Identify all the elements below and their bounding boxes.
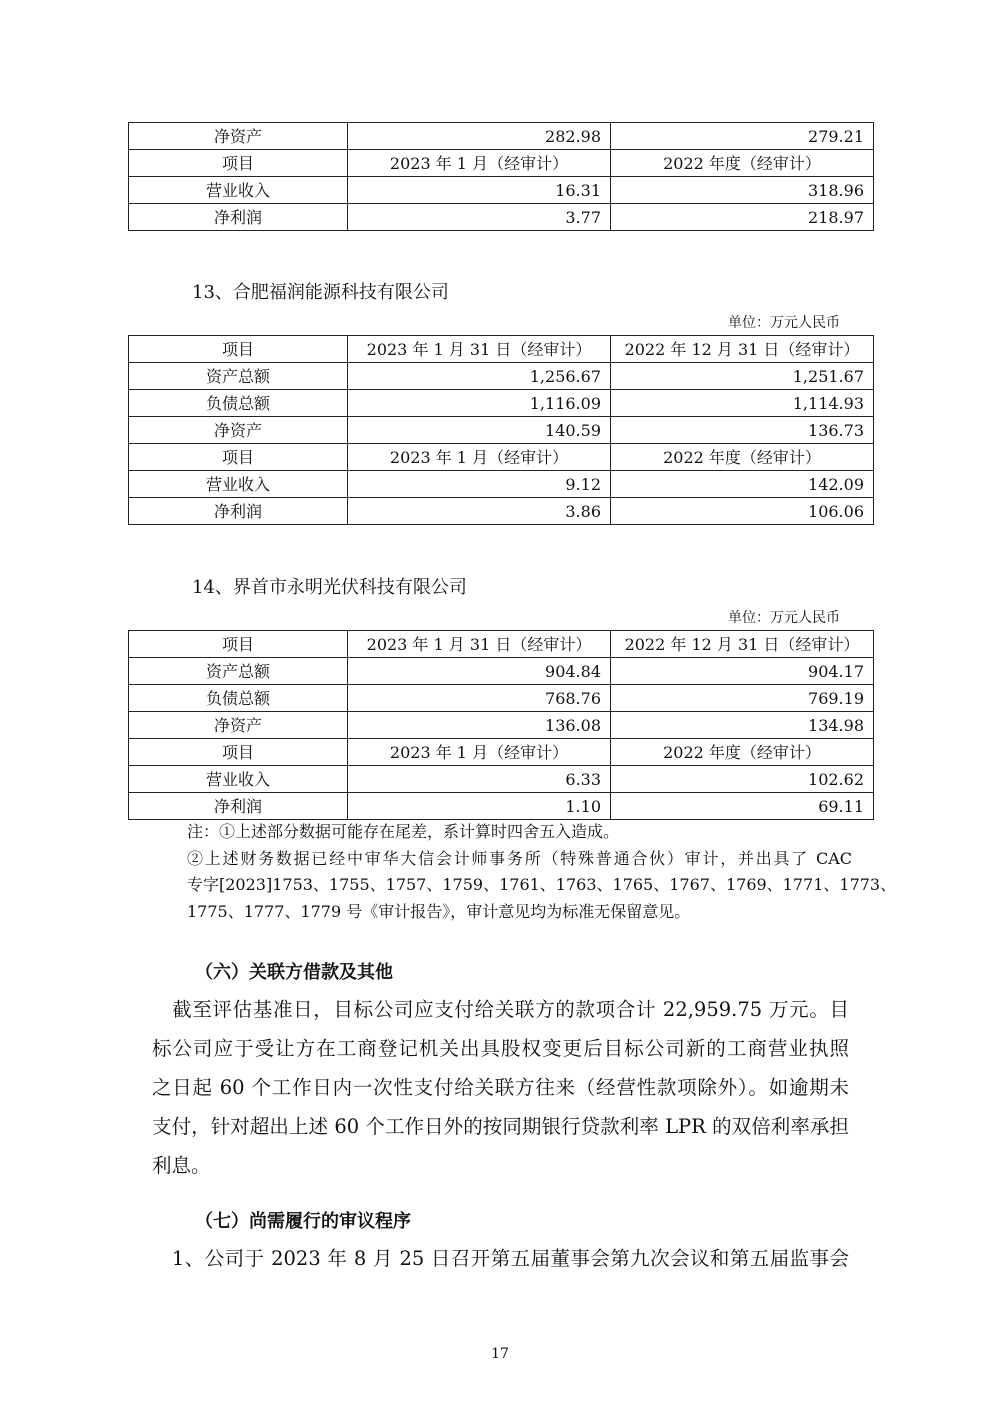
paragraph-line: 截至评估基准日，目标公司应支付给关联方的款项合计 22,959.75 万元。目 bbox=[152, 998, 849, 1021]
table-header-row bbox=[129, 150, 874, 177]
table-cell: 282.98 bbox=[348, 123, 611, 150]
table-cell: 2023 年 1 月（经审计） bbox=[348, 739, 611, 766]
table-cell: 9.12 bbox=[348, 471, 611, 498]
table-cell: 项目 bbox=[129, 150, 348, 177]
table-cell: 2022 年度（经审计） bbox=[611, 739, 874, 766]
financial-table-13 bbox=[128, 335, 874, 525]
table-cell: 净利润 bbox=[129, 793, 348, 820]
table-header-row bbox=[129, 739, 874, 766]
table-row bbox=[129, 498, 874, 525]
heading-related-party-loans: （六）关联方借款及其他 bbox=[195, 962, 393, 983]
table-cell: 318.96 bbox=[611, 177, 874, 204]
table-row bbox=[129, 658, 874, 685]
table-cell: 2023 年 1 月 31 日（经审计） bbox=[348, 631, 611, 658]
table-cell: 2023 年 1 月（经审计） bbox=[348, 444, 611, 471]
table-cell: 项目 bbox=[129, 336, 348, 363]
table-cell: 1,114.93 bbox=[611, 390, 874, 417]
unit-label: 单位：万元人民币 bbox=[728, 315, 840, 331]
table-cell: 2023 年 1 月（经审计） bbox=[348, 150, 611, 177]
table-cell: 1,251.67 bbox=[611, 363, 874, 390]
table-header-row bbox=[129, 631, 874, 658]
table-cell: 142.09 bbox=[611, 471, 874, 498]
paragraph-line: 之日起 60 个工作日内一次性支付给关联方往来（经营性款项除外）。如逾期未 bbox=[152, 1076, 849, 1099]
table-cell: 2022 年度（经审计） bbox=[611, 444, 874, 471]
table-cell: 项目 bbox=[129, 739, 348, 766]
table-cell: 134.98 bbox=[611, 712, 874, 739]
paragraph-line: 支付，针对超出上述 60 个工作日外的按同期银行贷款利率 LPR 的双倍利率承担 bbox=[152, 1115, 849, 1138]
table-cell: 3.86 bbox=[348, 498, 611, 525]
table-row bbox=[129, 123, 874, 150]
table-cell: 净资产 bbox=[129, 417, 348, 444]
table-cell: 净资产 bbox=[129, 123, 348, 150]
table-header-row bbox=[129, 336, 874, 363]
table-row bbox=[129, 204, 874, 231]
table-cell: 3.77 bbox=[348, 204, 611, 231]
paragraph-review bbox=[152, 1239, 849, 1278]
table-cell: 营业收入 bbox=[129, 471, 348, 498]
table-cell: 136.73 bbox=[611, 417, 874, 444]
page-number: 17 bbox=[491, 1346, 509, 1362]
table-cell: 16.31 bbox=[348, 177, 611, 204]
table-cell: 负债总额 bbox=[129, 390, 348, 417]
note-line: 注：①上述部分数据可能存在尾差，系计算时四舍五入造成。 bbox=[187, 822, 620, 841]
financial-table-14 bbox=[128, 630, 874, 820]
note-line: 1775、1777、1779 号《审计报告》，审计意见均为标准无保留意见。 bbox=[187, 901, 691, 921]
table-cell: 279.21 bbox=[611, 123, 874, 150]
table-cell: 净利润 bbox=[129, 498, 348, 525]
table-row bbox=[129, 793, 874, 820]
table-cell: 106.06 bbox=[611, 498, 874, 525]
table-cell: 2022 年 12 月 31 日（经审计） bbox=[611, 336, 874, 363]
note-line: ②上述财务数据已经中审华大信会计师事务所（特殊普通合伙）审计，并出具了 CAC bbox=[187, 848, 852, 868]
financial-table-continued bbox=[128, 122, 874, 231]
section-title-14: 14、界首市永明光伏科技有限公司 bbox=[192, 577, 467, 598]
paragraph-line: 标公司应于受让方在工商登记机关出具股权变更后目标公司新的工商营业执照 bbox=[152, 1037, 849, 1060]
table-cell: 2022 年 12 月 31 日（经审计） bbox=[611, 631, 874, 658]
table-cell: 102.62 bbox=[611, 766, 874, 793]
table-cell: 负债总额 bbox=[129, 685, 348, 712]
table-row bbox=[129, 766, 874, 793]
table-cell: 2023 年 1 月 31 日（经审计） bbox=[348, 336, 611, 363]
section-title-13: 13、合肥福润能源科技有限公司 bbox=[192, 282, 449, 303]
table-cell: 218.97 bbox=[611, 204, 874, 231]
paragraph-line: 利息。 bbox=[152, 1154, 211, 1177]
table-cell: 净资产 bbox=[129, 712, 348, 739]
table-cell: 1,116.09 bbox=[348, 390, 611, 417]
table-cell: 69.11 bbox=[611, 793, 874, 820]
table-cell: 营业收入 bbox=[129, 766, 348, 793]
table-row bbox=[129, 363, 874, 390]
table-header-row bbox=[129, 444, 874, 471]
table-cell: 2022 年度（经审计） bbox=[611, 150, 874, 177]
table-cell: 768.76 bbox=[348, 685, 611, 712]
note-line: 专字[2023]1753、1755、1757、1759、1761、1763、1765、1767、1769、1771、1773、 bbox=[187, 875, 897, 894]
table-cell: 904.17 bbox=[611, 658, 874, 685]
table-cell: 769.19 bbox=[611, 685, 874, 712]
notes bbox=[187, 819, 897, 925]
table-cell: 资产总额 bbox=[129, 363, 348, 390]
table-row bbox=[129, 390, 874, 417]
table-cell: 项目 bbox=[129, 444, 348, 471]
table-cell: 项目 bbox=[129, 631, 348, 658]
table-cell: 净利润 bbox=[129, 204, 348, 231]
table-row bbox=[129, 417, 874, 444]
table-cell: 136.08 bbox=[348, 712, 611, 739]
table-row bbox=[129, 471, 874, 498]
table-cell: 资产总额 bbox=[129, 658, 348, 685]
table-row bbox=[129, 685, 874, 712]
table-cell: 140.59 bbox=[348, 417, 611, 444]
table-cell: 1.10 bbox=[348, 793, 611, 820]
table-row bbox=[129, 712, 874, 739]
table-cell: 1,256.67 bbox=[348, 363, 611, 390]
paragraph-line: 1、公司于 2023 年 8 月 25 日召开第五届董事会第九次会议和第五届监事会 bbox=[152, 1247, 849, 1270]
table-row bbox=[129, 177, 874, 204]
unit-label: 单位：万元人民币 bbox=[728, 610, 840, 626]
table-cell: 904.84 bbox=[348, 658, 611, 685]
table-cell: 6.33 bbox=[348, 766, 611, 793]
heading-review-procedure: （七）尚需履行的审议程序 bbox=[195, 1211, 411, 1232]
paragraph-related-party bbox=[152, 990, 849, 1185]
table-cell: 营业收入 bbox=[129, 177, 348, 204]
